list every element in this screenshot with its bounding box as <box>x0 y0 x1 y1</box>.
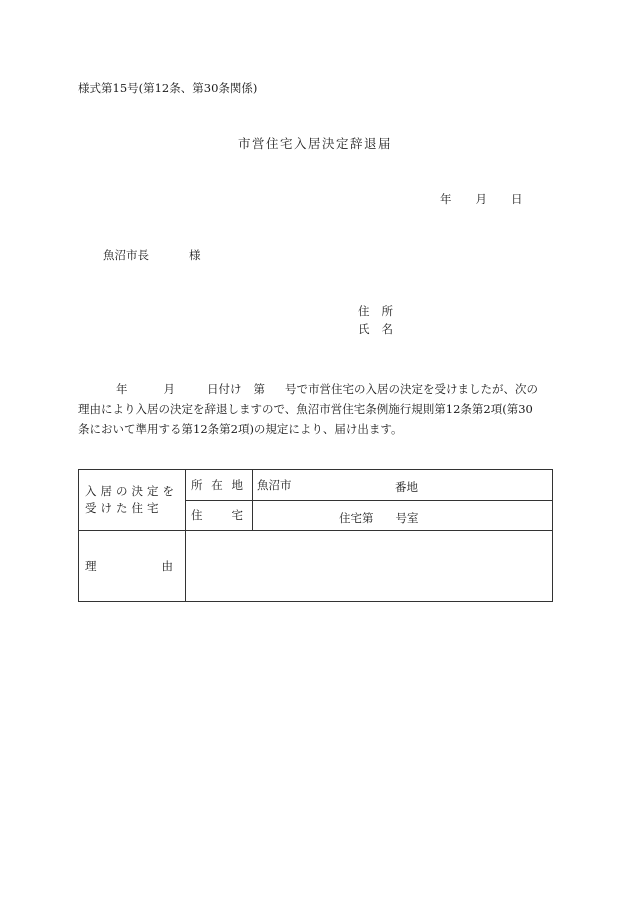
document-title: 市営住宅入居決定辞退届 <box>237 136 392 151</box>
location-banchi: 番地 <box>395 480 418 494</box>
location-field[interactable] <box>253 470 553 501</box>
addressee <box>103 250 201 262</box>
applicant-address-label: 住 所 <box>358 304 393 318</box>
housing-label: 住 宅 <box>186 500 253 531</box>
body-paragraph <box>78 379 558 439</box>
housing-info-table <box>78 469 553 602</box>
applicant-name-label: 氏 名 <box>358 322 393 336</box>
body-line3: 条において準用する第12条第2項)の規定により、届け出ます。 <box>78 422 403 436</box>
body-line1-rest: 号で市営住宅の入居の決定を受けましたが、次の <box>285 382 538 396</box>
date-day-label: 日 <box>511 192 523 206</box>
addressee-name: 魚沼市長 <box>103 248 149 262</box>
date-month-label: 月 <box>475 192 487 206</box>
body-no: 第 <box>253 382 265 396</box>
reason-field[interactable] <box>186 531 553 602</box>
location-label: 所 在 地 <box>186 470 253 501</box>
body-year: 年 <box>116 382 128 396</box>
housing-number-prefix: 住宅第 <box>339 510 374 525</box>
decided-housing-label: 入居の決定を 受けた住宅 <box>79 470 186 531</box>
form-number: 様式第15号(第12条、第30条関係) <box>78 81 258 95</box>
housing-room-suffix: 号室 <box>395 510 419 525</box>
date-year-label: 年 <box>440 192 452 206</box>
body-month: 月 <box>163 382 175 396</box>
reason-label: 理 由 <box>79 531 186 602</box>
housing-field[interactable] <box>253 500 553 531</box>
body-line2: 理由により入居の決定を辞退しますので、魚沼市営住宅条例施行規則第12条第2項(第30 <box>78 402 533 416</box>
body-dated: 日付け <box>207 382 242 396</box>
submission-date <box>440 194 523 206</box>
addressee-honorific: 様 <box>189 248 201 262</box>
location-city: 魚沼市 <box>257 477 292 492</box>
